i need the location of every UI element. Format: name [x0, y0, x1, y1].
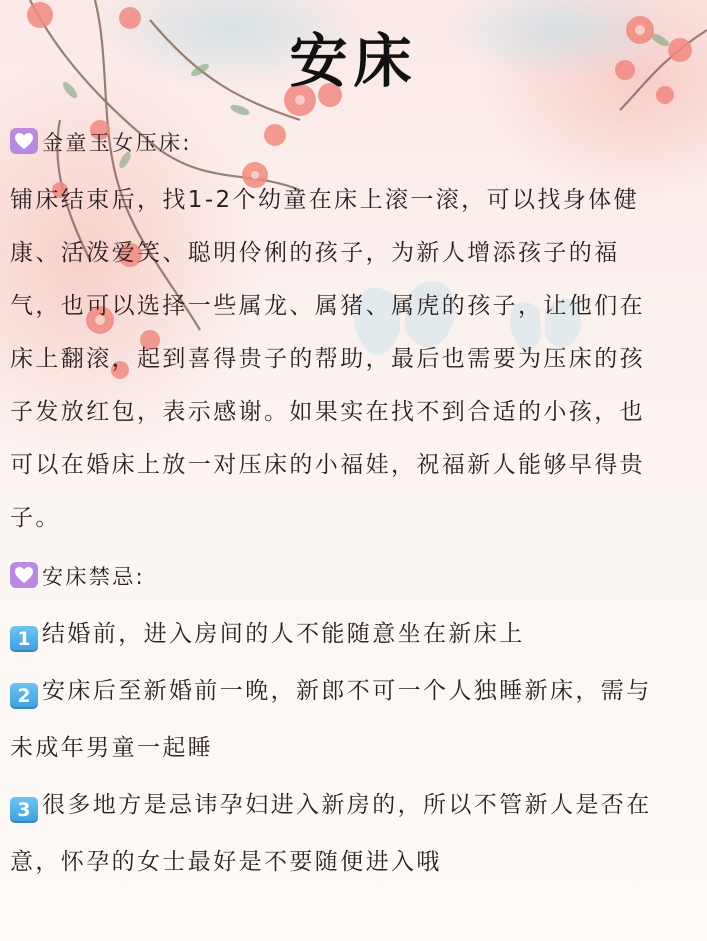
taboo-item-text-continued: 未成年男童一起睡: [10, 735, 214, 761]
keycap-1-icon: 1: [10, 626, 38, 652]
paragraph-line: 气，也可以选择一些属龙、属猪、属虎的孩子，让他们在: [10, 293, 645, 319]
taboo-item-1: [10, 619, 525, 652]
section-heading-bed-taboos: [10, 562, 145, 592]
page-title: 安床: [289, 27, 418, 95]
taboo-item-3: [10, 790, 652, 823]
taboo-item-text: 很多地方是忌讳孕妇进入新房的，所以不管新人是否在: [42, 792, 652, 818]
paragraph-line: 子。: [10, 505, 61, 531]
taboo-item-text: 安床后至新婚前一晚，新郎不可一个人独睡新床，需与: [42, 678, 652, 704]
purple-heart-icon: [10, 562, 38, 588]
paragraph-line: 铺床结束后，找1-2个幼童在床上滚一滚，可以找身体健: [10, 187, 639, 213]
taboo-item-text: 结婚前，进入房间的人不能随意坐在新床上: [42, 621, 525, 647]
paragraph-line: 床上翻滚，起到喜得贵子的帮助，最后也需要为压床的孩: [10, 346, 645, 372]
paragraph-line: 可以在婚床上放一对压床的小福娃，祝福新人能够早得贵: [10, 452, 645, 478]
purple-heart-icon: [10, 128, 38, 154]
keycap-2-icon: 2: [10, 683, 38, 709]
taboo-item-2: [10, 676, 652, 709]
keycap-3-icon: 3: [10, 797, 38, 823]
paragraph-line: 康、活泼爱笑、聪明伶俐的孩子，为新人增添孩子的福: [10, 240, 620, 266]
section-heading-golden-children: [10, 128, 192, 158]
section-heading-label: 安床禁忌:: [42, 565, 146, 589]
taboo-item-text-continued: 意，怀孕的女士最好是不要随便进入哦: [10, 849, 442, 875]
paragraph-line: 子发放红包，表示感谢。如果实在找不到合适的小孩，也: [10, 399, 645, 425]
section-heading-label: 金童玉女压床:: [42, 131, 192, 155]
